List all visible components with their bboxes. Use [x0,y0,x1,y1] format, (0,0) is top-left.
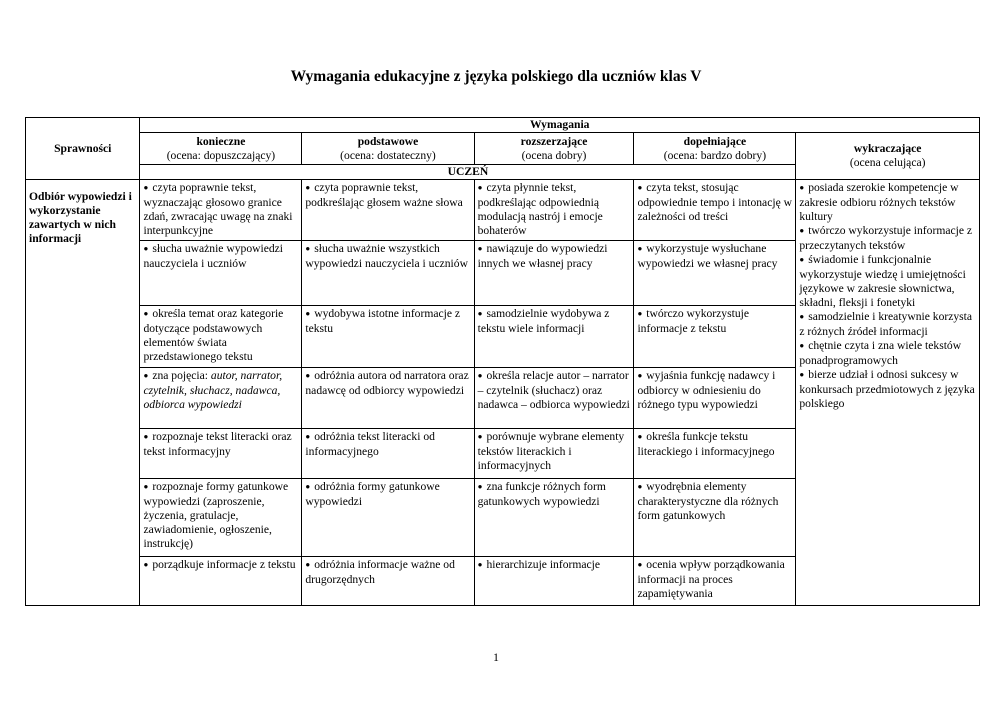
req-cell: ● wyodrębnia elementy charakterystyczne dla różnych form gatunkowych [634,479,796,557]
req-cell: ● odróżnia formy gatunkowe wypowiedzi [302,479,474,557]
req-cell: ● ocenia wpływ porządkowania informacji na proces zapamiętywania [634,557,796,606]
req-cell: ● słucha uważnie wszystkich wypowiedzi nauczyciela i uczniów [302,241,474,306]
req-cell: ● słucha uważnie wypowiedzi nauczyciela i uczniów [140,241,302,306]
req-cell: ● odróżnia autora od narratora oraz nadawcę od odbiorcy wypowiedzi [302,368,474,429]
wykraczajace-item: ● chętnie czyta i zna wiele tekstów ponadprogramowych [799,339,976,368]
req-cell: ● zna funkcje różnych form gatunkowych wypowiedzi [474,479,634,557]
req-cell: ● określa relacje autor – narrator – czytelnik (słuchacz) oraz nadawca – odbiorca wypowiedzi [474,368,634,429]
req-cell: ● samodzielnie wydobywa z tekstu wiele informacji [474,306,634,368]
req-cell: ● zna pojęcia: autor, narrator, czytelnik, słuchacz, nadawca, odbiorca wypowiedzi [140,368,302,429]
requirements-table [25,117,980,606]
req-cell: ● nawiązuje do wypowiedzi innych we własnej pracy [474,241,634,306]
header-level-wykraczajace: wykraczające (ocena celująca) [796,133,980,180]
header-level-rozszerzajace: rozszerzające (ocena dobry) [474,133,634,165]
req-cell: ● odróżnia tekst literacki od informacyjnego [302,429,474,479]
italic-terms: autor, narrator, czytelnik, słuchacz, nadawca, odbiorca wypowiedzi [143,369,283,411]
header-uczen: UCZEŃ [140,165,796,180]
req-cell: ● czyta poprawnie tekst, wyznaczając głosowo granice zdań, zwracając uwagę na znaki interpunkcyjne [140,180,302,241]
header-level-konieczne: konieczne (ocena: dopuszczający) [140,133,302,165]
req-cell: ● czyta tekst, stosując odpowiednie tempo i intonację w zależności od treści [634,180,796,241]
req-cell: ● wykorzystuje wysłuchane wypowiedzi we własnej pracy [634,241,796,306]
header-sprawnosci: Sprawności [26,118,140,180]
req-cell: ● rozpoznaje tekst literacki oraz tekst informacyjny [140,429,302,479]
wykraczajace-item: ● bierze udział i odnosi sukcesy w konkursach przedmiotowych z języka polskiego [799,368,976,411]
wykraczajace-list [796,180,980,606]
wykraczajace-item: ● świadomie i funkcjonalnie wykorzystuje wiedzę i umiejętności językowe w zakresie słownictwa, składni, fleksji i fonetyki [799,253,976,310]
req-cell: ● odróżnia informacje ważne od drugorzędnych [302,557,474,606]
req-cell: ● rozpoznaje formy gatunkowe wypowiedzi (zaproszenie, życzenia, gratulacje, zawiadomienie, ogłoszenie, instrukcję) [140,479,302,557]
req-cell: ● porządkuje informacje z tekstu [140,557,302,606]
skill-label: Odbiór wypowiedzi i wykorzystanie zawartych w nich informacji [26,180,140,606]
header-level-dopelniajace: dopełniające (ocena: bardzo dobry) [634,133,796,165]
req-cell: ● określa funkcje tekstu literackiego i informacyjnego [634,429,796,479]
req-cell: ● czyta płynnie tekst, podkreślając odpowiednią modulacją nastrój i emocje bohaterów [474,180,634,241]
req-cell: ● czyta poprawnie tekst, podkreślając głosem ważne słowa [302,180,474,241]
req-cell: ● twórczo wykorzystuje informacje z tekstu [634,306,796,368]
header-wymagania: Wymagania [140,118,980,133]
header-level-podstawowe: podstawowe (ocena: dostateczny) [302,133,474,165]
wykraczajace-item: ● twórczo wykorzystuje informacje z przeczytanych tekstów [799,224,976,253]
document-title: Wymagania edukacyjne z języka polskiego dla uczniów klas V [290,68,702,85]
page-number: 1 [493,650,499,664]
req-cell: ● wydobywa istotne informacje z tekstu [302,306,474,368]
req-cell: ● określa temat oraz kategorie dotyczące podstawowych elementów świata przedstawionego tekstu [140,306,302,368]
req-cell: ● wyjaśnia funkcję nadawcy i odbiorcy w odniesieniu do różnego typu wypowiedzi [634,368,796,429]
req-cell: ● porównuje wybrane elementy tekstów literackich i informacyjnych [474,429,634,479]
wykraczajace-item: ● posiada szerokie kompetencje w zakresie odbioru różnych tekstów kultury [799,181,976,224]
wykraczajace-item: ● samodzielnie i kreatywnie korzysta z różnych źródeł informacji [799,310,976,339]
req-cell: ● hierarchizuje informacje [474,557,634,606]
